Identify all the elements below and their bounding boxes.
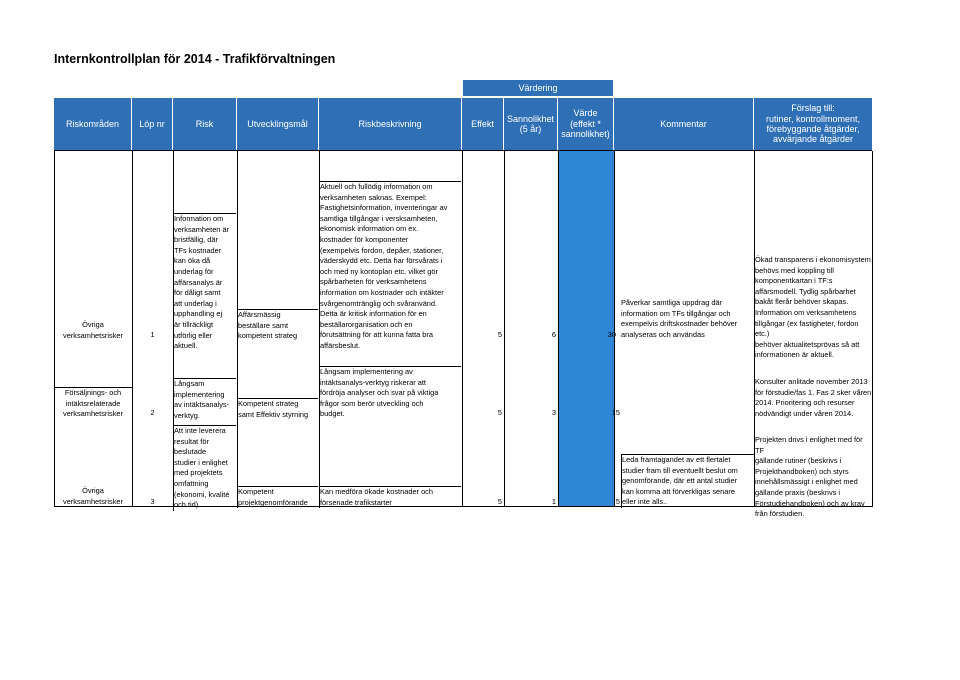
grid-line bbox=[872, 151, 873, 507]
row2-riskomrade: Försäljnings- och intäktsrelaterade verksamhetsrisker bbox=[54, 387, 132, 420]
page-title: Internkontrollplan för 2014 - Trafikförvaltningen bbox=[54, 52, 336, 66]
row1-riskbeskrivning: Aktuell och fullödig information om verksamheten saknas. Exempel: Fastighetsinformation, inventeringar av samtliga tillgångar i versksamheten, ekonomisk information om ex. kostnader för komponenter (exempelvis fordon, depåer, stationer, väderskydd etc. Detta har försvårats i och med ny kontoplan etc. vilket gör spårbarheten för verksamhetens information om kostnader och intäkter svårgenomtränglig och svåranvänd. Detta är kritisk information för en beställarorganisation och en förutsättning för att kunna fatta bra affärsbeslut. bbox=[319, 181, 461, 352]
header-kommentar: Kommentar bbox=[614, 98, 754, 150]
header-risk: Risk bbox=[173, 98, 237, 150]
row2-forslag: Konsulter anlitade november 2013 för förstudie/fas 1. Fas 2 sker våren 2014. Prioritering och resurser nödvändigt under våren 2014. bbox=[755, 377, 872, 418]
row2-utvecklingsmal: Kompetent strateg samt Effektiv styrning bbox=[237, 398, 318, 420]
grid-line bbox=[132, 151, 133, 507]
row3-sannolikhet: 1 bbox=[551, 497, 556, 506]
row2-sannolikhet: 3 bbox=[551, 408, 556, 417]
row3-riskomrade: Övriga verksamhetsrisker bbox=[63, 486, 123, 506]
header-lop-nr: Löp nr bbox=[132, 98, 173, 150]
row3-riskbeskrivning: Kan medföra ökade kostnader och försenade trafikstarter bbox=[319, 486, 461, 508]
row1-varde: 30 bbox=[607, 330, 616, 339]
grid-line bbox=[462, 151, 463, 507]
row1-lop-nr: 1 bbox=[150, 330, 155, 339]
header-forslag: Förslag till: rutiner, kontrollmoment, förebyggande åtgärder, avvärjande åtgärder bbox=[754, 98, 872, 150]
varde-column-fill bbox=[558, 151, 614, 507]
row3-varde: 5 bbox=[615, 497, 620, 506]
row2-effekt: 5 bbox=[497, 408, 502, 417]
row2-lop-nr: 2 bbox=[150, 408, 155, 417]
header-effekt: Effekt bbox=[462, 98, 504, 150]
grid-line bbox=[558, 151, 559, 507]
row1-effekt: 5 bbox=[497, 330, 502, 339]
row1-kommentar: Påverkar samtliga uppdrag där information om TFs tillgångar och exempelvis driftskostnader behöver analyseras och användas bbox=[621, 298, 738, 339]
row1-forslag: Ökad transparens i ekonomisystem behövs med koppling till komponentkartan i TF:s affärsmodell. Tydlig spårbarhet bakåt flerår behöver skapas. Information om verksamhetens tillgångar (ex fastigheter, fordon etc.) behöver aktualitetsprövas så att informationen är aktuell. bbox=[755, 255, 871, 360]
row3-utvecklingsmal: Kompetent projektgenomförande bbox=[237, 486, 318, 508]
row2-riskbeskrivning: Långsam implementering av intäktsanalys-verktyg riskerar att fördröja analyser och svar på viktiga frågor som berör utveckling och budget. bbox=[319, 366, 461, 420]
vardering-header: Värdering bbox=[463, 80, 613, 96]
header-utvecklingsmal: Utvecklingsmål bbox=[237, 98, 319, 150]
row2-varde: 15 bbox=[611, 408, 620, 417]
row3-kommentar: Leda framtagandet av ett flertalet studier fram till eventuellt beslut om genomförande, där ett antal studier kan komma att förverkligas senare eller inte alls.. bbox=[621, 454, 755, 508]
row1-risk: Information om verksamheten är bristfällig, där TFs kostnader kan öka då underlag för affärsanalys är för dåligt samt att underlag i upphandling ej är tillräckligt utförlig eller aktuell. bbox=[173, 213, 236, 352]
row3-effekt: 5 bbox=[497, 497, 502, 506]
row3-lop-nr: 3 bbox=[150, 497, 155, 506]
row3-risk: Att inte leverera resultat för beslutade studier i enlighet med projektets omfattning (ekonomi, kvalité och tid) bbox=[173, 425, 236, 511]
grid-line bbox=[504, 151, 505, 507]
row1-sannolikhet: 6 bbox=[551, 330, 556, 339]
header-bottom-line bbox=[54, 150, 872, 151]
header-varde: Värde (effekt * sannolikhet) bbox=[558, 98, 614, 150]
header-riskomraden: Riskområden bbox=[54, 98, 132, 150]
row1-utvecklingsmal: Affärsmässig beställare samt kompetent strateg bbox=[237, 309, 318, 342]
header-sannolikhet: Sannolikhet (5 år) bbox=[504, 98, 558, 150]
row2-risk: Långsam implementering av intäktsanalys- verktyg. bbox=[173, 378, 236, 421]
row1-riskomrade: Övriga verksamhetsrisker bbox=[63, 320, 123, 340]
header-riskbeskrivning: Riskbeskrivning bbox=[319, 98, 462, 150]
grid-line bbox=[614, 151, 615, 507]
row3-forslag: Projekten drivs i enlighet med för TF gällande rutiner (beskrivs i Projekthandboken) och styrs innehållsmässigt i enlighet med gällande praxis (beskrivs i Förstudiehandboken) och av krav från förstudien. bbox=[755, 435, 865, 519]
